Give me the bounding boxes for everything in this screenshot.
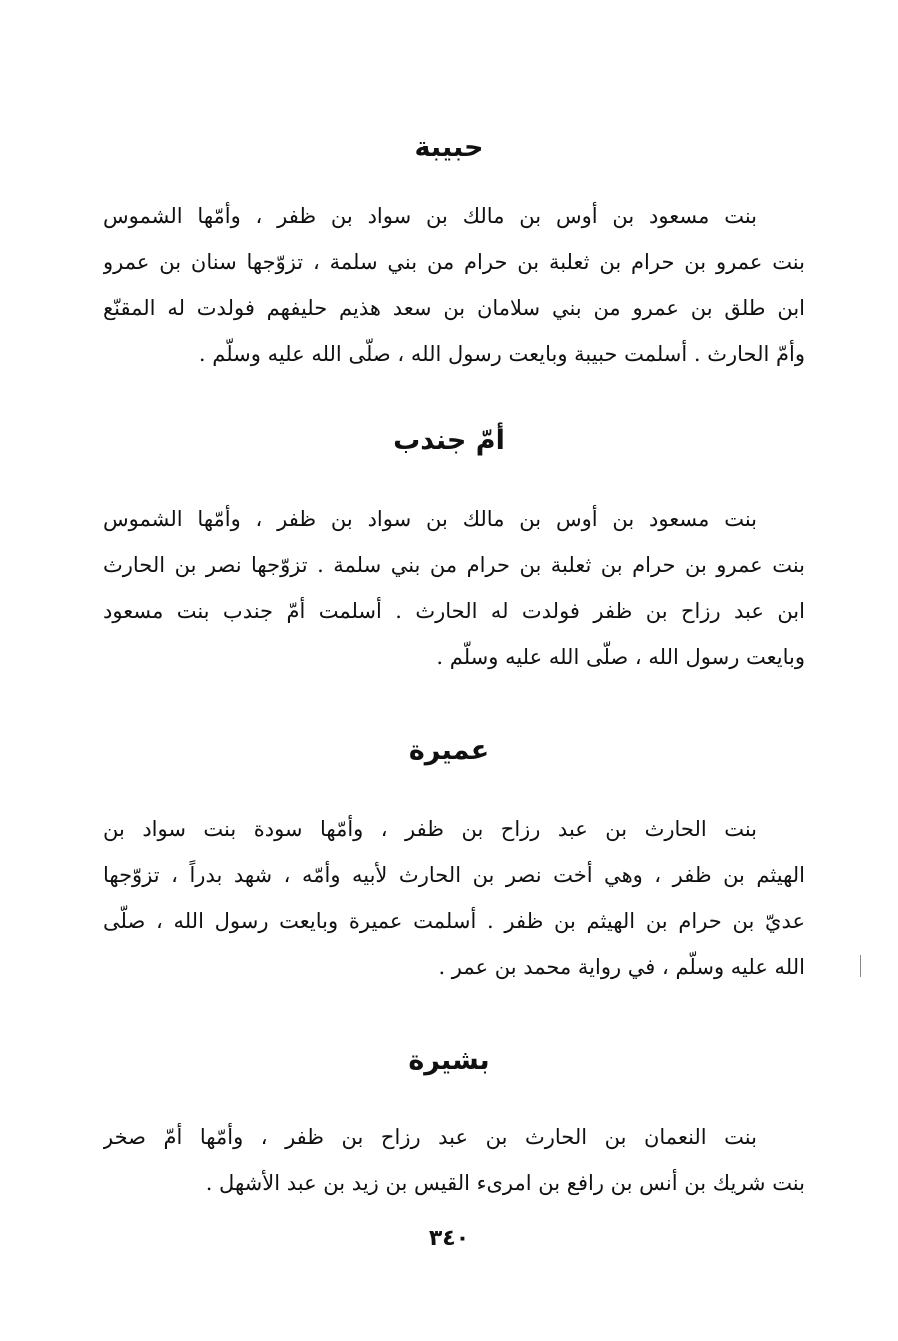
text-line: بنت مسعود بن أوس بن مالك بن سواد بن ظفر ، وأمّها الشموس (103, 204, 757, 228)
text-line: ابن طلق بن عمرو من بني سلامان بن سعد هذيم حليفهم فولدت له المقنّع (103, 296, 805, 320)
text-line: بنت عمرو بن حرام بن ثعلبة بن حرام من بني سلمة . تزوّجها نصر بن الحارث (103, 553, 805, 577)
text-line: ابن عبد رزاح بن ظفر فولدت له الحارث . أسلمت أمّ جندب بنت مسعود (103, 599, 805, 623)
text-line: بنت النعمان بن الحارث بن عبد رزاح بن ظفر ، وأمّها أمّ صخر (103, 1125, 757, 1149)
section-title-habiba: حبيبة (414, 132, 484, 163)
section-body-habiba (103, 193, 805, 377)
section-title-umm-jundub: أمّ جندب (393, 425, 505, 456)
section-title-bashira: بشيرة (408, 1045, 490, 1076)
margin-mark (860, 955, 861, 977)
section-body-umayra (103, 806, 805, 990)
text-line: الهيثم بن ظفر ، وهي أخت نصر بن الحارث لأبيه وأمّه ، شهد بدراً ، تزوّجها (103, 863, 805, 887)
text-line: الله عليه وسلّم ، في رواية محمد بن عمر . (438, 955, 805, 979)
page-number: ٣٤٠ (428, 1226, 470, 1251)
text-line: وأمّ الحارث . أسلمت حبيبة وبايعت رسول الله ، صلّى الله عليه وسلّم . (198, 342, 805, 366)
section-body-bashira (103, 1114, 805, 1206)
text-line: بنت الحارث بن عبد رزاح بن ظفر ، وأمّها سودة بنت سواد بن (103, 817, 757, 841)
section-body-umm-jundub (103, 496, 805, 680)
text-line: بنت مسعود بن أوس بن مالك بن سواد بن ظفر ، وأمّها الشموس (103, 507, 757, 531)
text-line: بنت عمرو بن حرام بن ثعلبة بن حرام من بني سلمة ، تزوّجها سنان بن عمرو (103, 250, 805, 274)
section-title-umayra: عميرة (408, 735, 490, 766)
text-line: عديّ بن حرام بن الهيثم بن ظفر . أسلمت عميرة وبايعت رسول الله ، صلّى (103, 909, 805, 933)
text-line: بنت شريك بن أنس بن رافع بن امرىء القيس بن زيد بن عبد الأشهل . (205, 1171, 805, 1195)
text-line: وبايعت رسول الله ، صلّى الله عليه وسلّم . (436, 645, 805, 669)
